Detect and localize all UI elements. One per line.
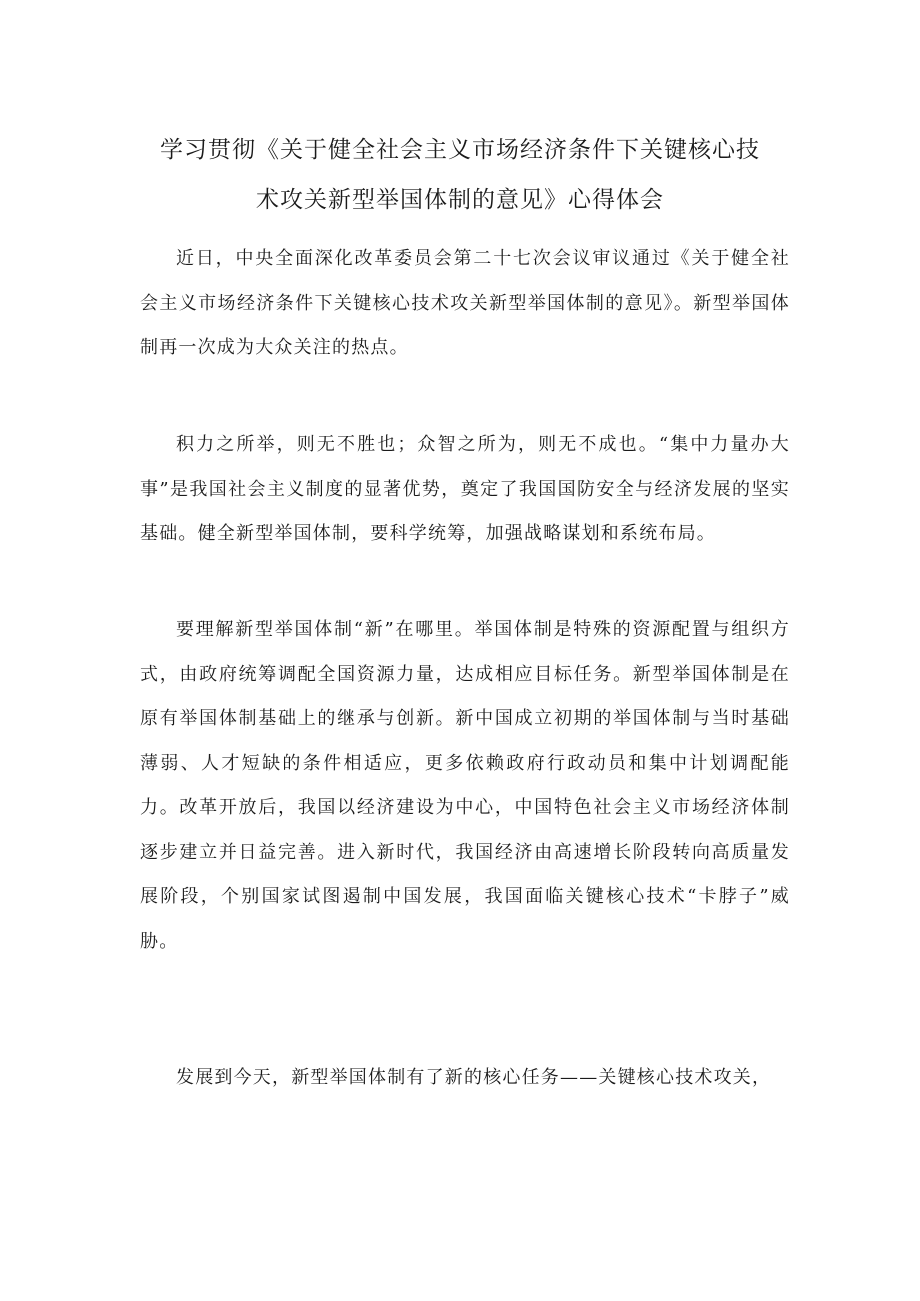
paragraph-4: 发展到今天，新型举国体制有了新的核心任务——关键核心技术攻关， [176,1067,772,1088]
paragraph-2: 积力之所举，则无不胜也；众智之所为，则无不成也。“集中力量办大事”是我国社会主义制度的显著优势，奠定了我国国防安全与经济发展的坚实基础。健全新型举国体制，要科学统筹，加强战略谋划和系统布局。 [140,434,790,544]
paragraph-3: 要理解新型举国体制“新”在哪里。举国体制是特殊的资源配置与组织方式，由政府统筹调配全国资源力量，达成相应目标任务。新型举国体制是在原有举国体制基础上的继承与创新。新中国成立初期的举国体制与当时基础薄弱、人才短缺的条件相适应，更多依赖政府行政动员和集中计划调配能力。改革开放后，我国以经济建设为中心，中国特色社会主义市场经济体制逐步建立并日益完善。进入新时代，我国经济由高速增长阶段转向高质量发展阶段，个别国家试图遏制中国发展，我国面临关键核心技术“卡脖子”威胁。 [140,619,790,952]
document-title-line-1: 学习贯彻《关于健全社会主义市场经济条件下关键核心技 [160,137,760,163]
paragraph-1: 近日，中央全面深化改革委员会第二十七次会议审议通过《关于健全社会主义市场经济条件下关键核心技术攻关新型举国体制的意见》。新型举国体制再一次成为大众关注的热点。 [140,248,790,358]
document-title-line-2: 术攻关新型举国体制的意见》心得体会 [256,187,664,213]
